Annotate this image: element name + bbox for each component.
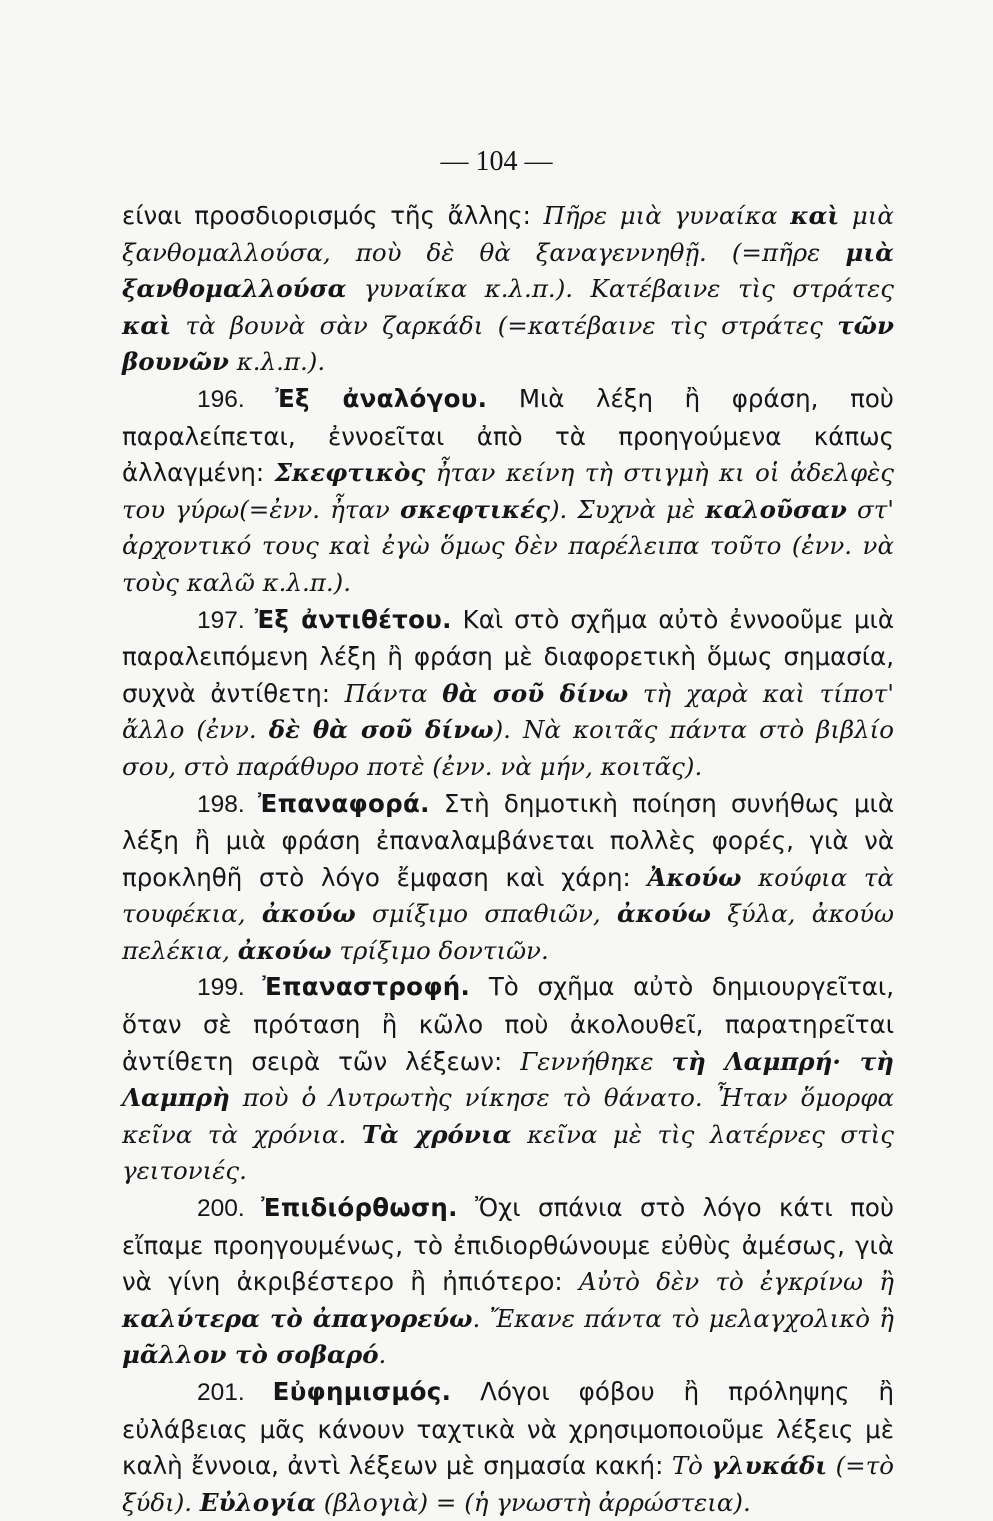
example-text: γυναίκα κ.λ.π.). Κατέβαινε τὶς στράτες bbox=[346, 274, 894, 304]
page-number-dash-right: — bbox=[524, 146, 553, 177]
example-text: ποὺ ὁ Λυτρωτὴς νίκησε τὸ θάνατο. Ἦταν ὅμορφα κεῖνα τὰ χρόνια. bbox=[122, 1083, 894, 1149]
example-text: Τὸ bbox=[671, 1451, 712, 1481]
page-number-value: 104 bbox=[475, 146, 518, 177]
entry-number: 197. bbox=[197, 606, 255, 634]
example-text: κεῖνα μὲ τὶς λατέρνες στὶς γειτονιές. bbox=[122, 1119, 894, 1186]
example-text: Πῆρε μιὰ γυναίκα bbox=[543, 201, 791, 230]
example-text: Αὐτὸ δὲν τὸ ἐγκρίνω ἢ bbox=[579, 1267, 894, 1297]
entry-number: 200. bbox=[197, 1195, 262, 1223]
entry-term: Ἐξ ἀναλόγου. bbox=[275, 383, 488, 413]
entry-196 bbox=[122, 381, 894, 602]
emphasis-text: καὶ bbox=[122, 310, 172, 340]
emphasis-text: ἀκούω bbox=[237, 935, 332, 965]
example-text: ξύλα, ἀκούω πελέκια, bbox=[122, 899, 895, 965]
example-text: Γεννήθηκε bbox=[520, 1046, 672, 1076]
emphasis-text: Εὐλογία bbox=[199, 1487, 316, 1517]
entry-number: 196. bbox=[197, 385, 276, 413]
entry-200 bbox=[122, 1190, 894, 1374]
example-text: τὴ χαρὰ καὶ τίποτ' ἄλλο (ἐνν. bbox=[122, 678, 894, 745]
emphasis-text: Ἀκούω bbox=[647, 862, 742, 892]
emphasis-text: μᾶλλον τὸ σοβαρό bbox=[122, 1340, 379, 1370]
entry-number: 198. bbox=[197, 790, 258, 818]
continued-paragraph bbox=[122, 198, 894, 381]
entry-199 bbox=[122, 969, 894, 1190]
page-number-dash-left: — bbox=[440, 146, 469, 177]
emphasis-text: καλύτερα τὸ ἀπαγορεύω bbox=[122, 1303, 473, 1333]
body-text bbox=[122, 198, 894, 1521]
text-run: Στὴ δημοτικὴ ποίηση συνήθως μιὰ λέξη ἢ μιὰ φράση ἐπαναλαμβάνεται πολλὲς φορές, γιὰ νὰ προκληθῆ στὸ λόγο ἔμφαση καὶ χάρη: bbox=[122, 788, 894, 892]
entry-number: 201. bbox=[197, 1379, 273, 1406]
example-text: τὰ βουνὰ σὰν ζαρκάδι (=κατέβαινε τὶς στράτες bbox=[171, 310, 838, 340]
entry-197 bbox=[122, 602, 894, 786]
example-text: κούφια τὰ τουφέκια, bbox=[122, 862, 894, 929]
example-text: ). Νὰ κοιτᾶς πάντα στὸ βιβλίο σου, στὸ παράθυρο ποτὲ (ἐνν. νὰ μήν, κοιτᾶς). bbox=[122, 715, 894, 781]
example-text: ). Συχνὰ μὲ bbox=[549, 494, 706, 524]
example-text: Πάντα bbox=[344, 678, 443, 708]
emphasis-text: τῶν βουνῶν bbox=[122, 310, 894, 377]
example-text: (βλογιὰ) = (ἡ γνωστὴ ἀρρώστεια). bbox=[315, 1487, 751, 1517]
emphasis-text: θὰ σοῦ δίνω bbox=[442, 678, 629, 708]
entry-198 bbox=[122, 786, 894, 970]
emphasis-text: Τὰ χρόνια bbox=[361, 1119, 512, 1149]
emphasis-text: δὲ θὰ σοῦ δίνω bbox=[268, 715, 494, 745]
example-text: . bbox=[378, 1340, 387, 1370]
entry-term: Ἐπαναφορά. bbox=[257, 788, 430, 818]
example-text: μιὰ ξανθομαλλούσα, ποὺ δὲ θὰ ξαναγεννηθῇ. (=πῆρε bbox=[122, 201, 894, 267]
entry-term: Εὐφημισμός. bbox=[272, 1377, 452, 1406]
text-run: Τὸ σχῆμα αὐτὸ δημιουργεῖται, ὅταν σὲ πρόταση ἢ κῶλο ποὺ ἀκολουθεῖ, παρατηρεῖται ἀντίθετη σειρὰ τῶν λέξεων: bbox=[122, 972, 894, 1076]
entry-term: Ἐπιδιόρθωση. bbox=[261, 1193, 458, 1223]
text-run: Μιὰ λέξη ἢ φράση, ποὺ παραλείπεται, ἐννοεῖται ἀπὸ τὰ προηγούμενα κάπως ἀλλαγμένη: bbox=[122, 383, 894, 488]
entry-201 bbox=[122, 1374, 894, 1521]
entry-term: Ἐξ ἀντιθέτου. bbox=[254, 604, 452, 634]
emphasis-text: Σκεφτικὸς bbox=[274, 458, 426, 488]
text-run: Λόγοι φόβου ἢ πρόληψης ἢ εὐλάβειας μᾶς κάνουν ταχτικὰ νὰ χρησιμοποιοῦμε λέξεις μὲ καλὴ ἔννοια, ἀντὶ λέξεων μὲ σημασία κακή: bbox=[122, 1377, 894, 1481]
example-text: στ' ἀρχοντικό τους καὶ ἐγὼ ὅμως δὲν παρέλειπα τοῦτο (ἐνν. νὰ τοὺς καλῶ κ.λ.π.). bbox=[122, 494, 894, 597]
example-text: (=τὸ ξύδι). bbox=[122, 1451, 894, 1517]
text-run: Καὶ στὸ σχῆμα αὐτὸ ἐννοοῦμε μιὰ παραλειπόμενη λέξη ἢ φράση μὲ διαφορετικὴ ὅμως σημασία, συχνὰ ἀντίθετη: bbox=[122, 604, 894, 708]
emphasis-text: ἀκούω bbox=[261, 899, 356, 929]
emphasis-text: μιὰ ξανθομαλλούσα bbox=[122, 237, 894, 304]
emphasis-text: σκεφτικές bbox=[399, 494, 550, 524]
example-text: ἦταν κείνη τὴ στιγμὴ κι οἱ ἀδελφὲς του γύρω(=ἐνν. ἦταν bbox=[122, 458, 894, 524]
emphasis-text: καὶ bbox=[790, 201, 840, 230]
emphasis-text: καλοῦσαν bbox=[705, 494, 847, 524]
example-text: . Ἔκανε πάντα τὸ μελαγχολικὸ ἢ bbox=[472, 1303, 894, 1333]
emphasis-text: ἀκούω bbox=[617, 899, 711, 929]
emphasis-text: τὴ Λαμπρή· τὴ Λαμπρὴ bbox=[122, 1046, 894, 1113]
text-run: είναι προσδιορισμός τῆς ἄλλης: bbox=[122, 201, 544, 230]
example-text: τρίξιμο δοντιῶν. bbox=[331, 935, 549, 965]
text-run: Ὄχι σπάνια στὸ λόγο κάτι ποὺ εἴπαμε προηγουμένως, τὸ ἐπιδιορθώνουμε εὐθὺς ἀμέσως, γιὰ νὰ γίνη ἀκριβέστερο ἢ ἠπιότερο: bbox=[122, 1193, 894, 1297]
example-text: κ.λ.π.). bbox=[228, 347, 326, 377]
entry-term: Ἐπαναστροφή. bbox=[262, 972, 471, 1002]
example-text: σμίξιμο σπαθιῶν, bbox=[355, 899, 618, 929]
entry-number: 199. bbox=[197, 974, 263, 1002]
emphasis-text: γλυκάδι bbox=[711, 1451, 828, 1481]
page-number bbox=[0, 146, 993, 178]
